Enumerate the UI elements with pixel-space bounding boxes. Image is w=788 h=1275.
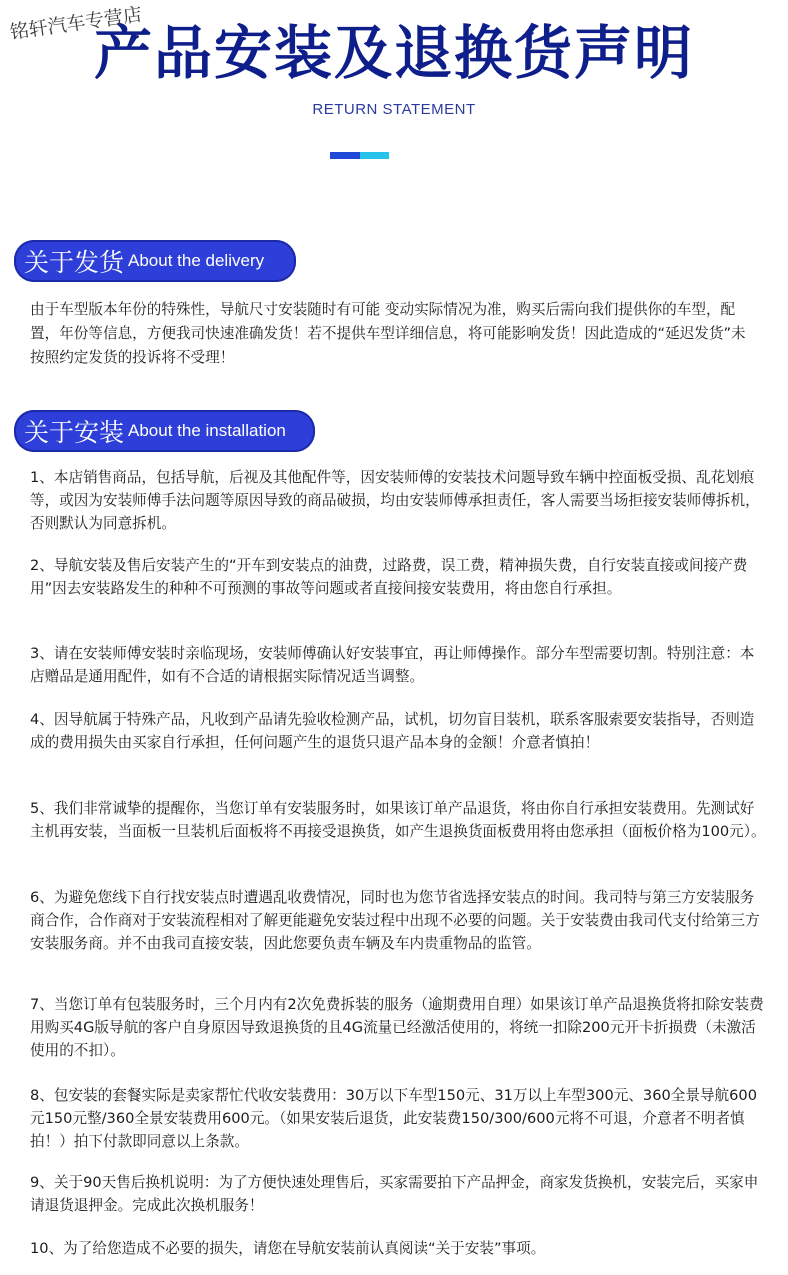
section-label-en: About the delivery [128,251,265,270]
installation-item: 7、当您订单有包装服务时，三个月内有2次免费拆装的服务（逾期费用自理）如果该订单产品退换货将扣除安装费用购买4G版导航的客户自身原因导致退换货的且4G流量已经激活使用的，将统一扣除200元开卡折损费（未激活使用的不扣）。 [30,996,764,1059]
section-label-zh: 关于发货 [24,248,125,277]
delivery-text: 由于车型版本年份的特殊性，导航尺寸安装随时有可能 变动实际情况为准，购买后需向我们提供你的车型，配置，年份等信息，方便我司快速准确发货！若不提供车型详细信息，将可能影响发货！因此造成的“延迟发货”未按照约定发货的投诉将不受理！ [30,301,746,366]
installation-item: 2、导航安装及售后安装产生的“开车到安装点的油费，过路费，误工费，精神损失费，自行安装直接或间接产费用”因去安装路发生的种种不可预测的事故等问题或者直接间接安装费用，将由您自行承担。 [30,557,748,597]
installation-item: 6、为避免您线下自行找安装点时遭遇乱收费情况，同时也为您节省选择安装点的时间。我司特与第三方安装服务商合作，合作商对于安装流程相对了解更能避免安装过程中出现不必要的问题。关于安装费由我司代支付给第三方安装服务商。并不由我司直接安装，因此您要负责车辆及车内贵重物品的监管。 [30,889,760,952]
section-label-zh: 关于安装 [24,418,125,447]
installation-item: 1、本店销售商品，包括导航，后视及其他配件等，因安装师傅的安装技术问题导致车辆中控面板受损、乱花划痕等，或因为安装师傅手法问题等原因导致的商品破损，均由安装师傅承担责任，客人需要当场拒接安装师傅拆机，否则默认为同意拆机。 [30,469,760,532]
accent-bar-right [360,152,389,159]
section-label-en: About the installation [128,421,286,440]
installation-item: 9、关于90天售后换机说明：为了方便快速处理售后，买家需要拍下产品押金，商家发货换机，安装完后，买家申请退货退押金。完成此次换机服务！ [30,1174,759,1214]
installation-item: 4、因导航属于特殊产品，凡收到产品请先验收检测产品，试机，切勿盲目装机，联系客服索要安装指导，否则造成的费用损失由买家自行承担，任何问题产生的退货只退产品本身的金额！介意者慎拍！ [30,711,755,751]
installation-item: 8、包安装的套餐实际是卖家帮忙代收安装费用：30万以下车型150元、31万以上车型300元、360全景导航600元150元整/360全景安装费用600元。（如果安装后退货，此安装费150/300/600元将不可退，介意者不明者慎拍！）拍下付款即同意以上条款。 [30,1087,758,1150]
section-header-installation [14,410,315,452]
section-header-delivery [14,240,296,282]
installation-item: 3、请在安装师傅安装时亲临现场，安装师傅确认好安装事宜，再让师傅操作。部分车型需要切割。特别注意：本店赠品是通用配件，如有不合适的请根据实际情况适当调整。 [30,645,755,685]
page-title: 产品安装及退换货声明 [93,19,694,87]
accent-bar-left [330,152,360,159]
installation-item: 5、我们非常诚挚的提醒你，当您订单有安装服务时，如果该订单产品退货，将由你自行承担安装费用。先测试好主机再安装，当面板一旦装机后面板将不再接受退换货，如产生退换货面板费用将由您承担（面板价格为100元）。 [30,800,766,840]
page-subtitle: RETURN STATEMENT [312,101,476,118]
store-watermark: 铭轩汽车专营店 [8,3,144,44]
installation-item: 10、为了给您造成不必要的损失，请您在导航安装前认真阅读“关于安装”事项。 [30,1240,546,1257]
